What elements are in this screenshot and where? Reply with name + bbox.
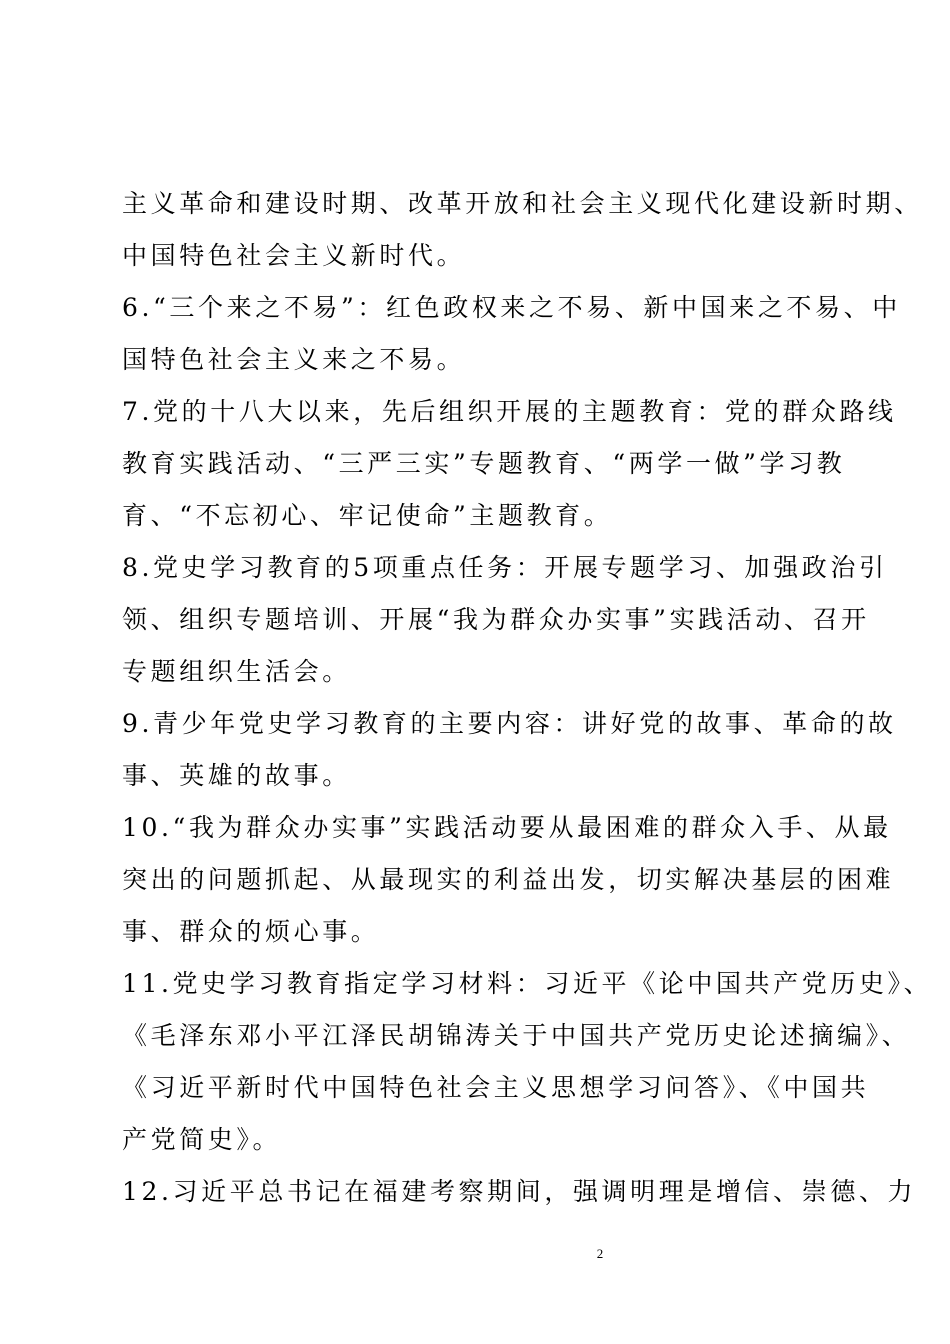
text-line: 事、英雄的故事。 [122, 761, 351, 790]
text-line: 育、“不忘初心、牢记使命”主题教育。 [122, 501, 613, 530]
text-line: 专题组织生活会。 [122, 657, 351, 686]
text-line: 中国特色社会主义新时代。 [122, 241, 466, 270]
text-line: 突出的问题抓起、从最现实的利益出发，切实解决基层的困难 [122, 865, 895, 894]
text-line: 主义革命和建设时期、改革开放和社会主义现代化建设新时期、 [122, 189, 923, 218]
text-line: 12.习近平总书记在福建考察期间，强调明理是增信、崇德、力 [122, 1177, 917, 1206]
text-line: 《习近平新时代中国特色社会主义思想学习问答》、《中国共 [122, 1073, 870, 1102]
text-line: 10.“我为群众办实事”实践活动要从最困难的群众入手、从最 [122, 813, 892, 842]
text-line: 领、组织专题培训、开展“我为群众办实事”实践活动、召开 [122, 605, 870, 634]
text-line: 事、群众的烦心事。 [122, 917, 380, 946]
page-number: 2 [596, 1246, 604, 1261]
text-line: 国特色社会主义来之不易。 [122, 345, 466, 374]
text-line: 6.“三个来之不易”：红色政权来之不易、新中国来之不易、中 [122, 293, 901, 322]
text-line: 7.党的十八大以来，先后组织开展的主题教育：党的群众路线 [122, 397, 897, 426]
text-line: 8.党史学习教育的5项重点任务：开展专题学习、加强政治引 [122, 553, 888, 582]
text-line: 产党简史》。 [122, 1125, 282, 1154]
text-line: 11.党史学习教育指定学习材料：习近平《论中国共产党历史》、 [122, 969, 933, 998]
text-line: 9.青少年党史学习教育的主要内容：讲好党的故事、革命的故 [122, 709, 897, 738]
text-line: 教育实践活动、“三严三实”专题教育、“两学一做”学习教 [122, 449, 846, 478]
body-text [122, 178, 933, 1218]
text-line: 《毛泽东邓小平江泽民胡锦涛关于中国共产党历史论述摘编》、 [122, 1021, 911, 1050]
